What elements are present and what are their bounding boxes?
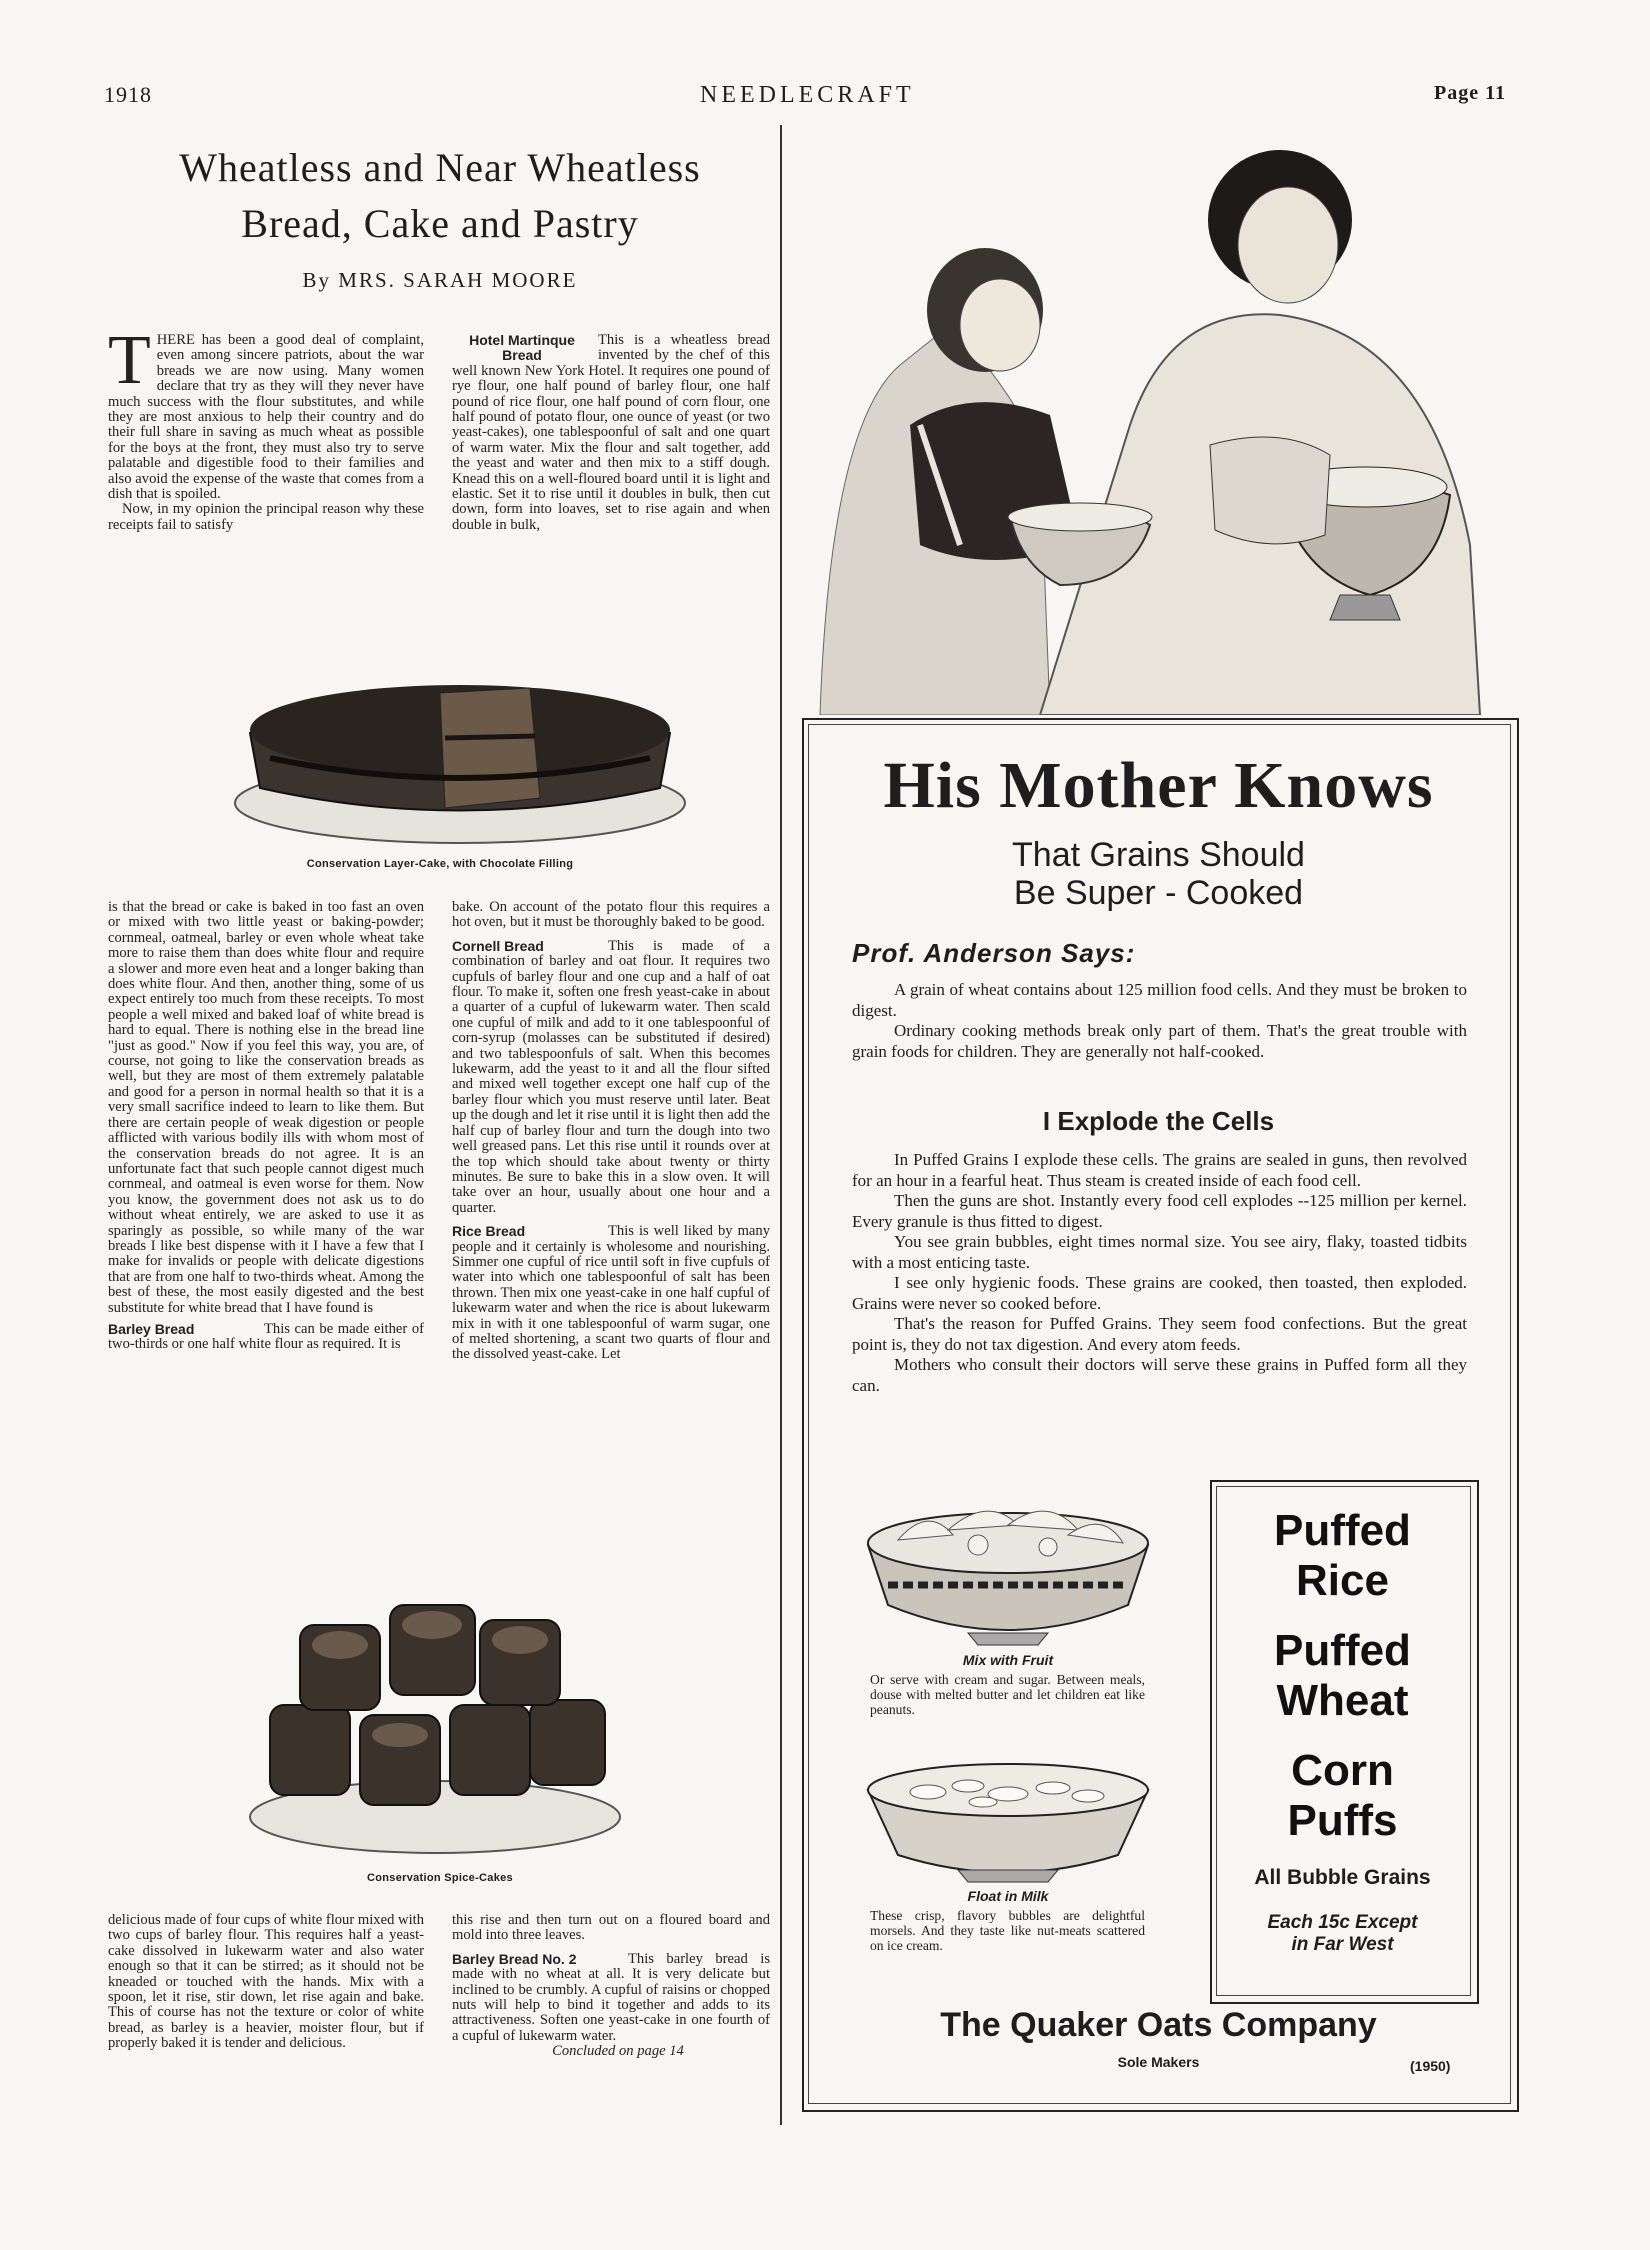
layer-cake-illustration bbox=[230, 638, 690, 848]
price-note-line-2: in Far West bbox=[1291, 1934, 1394, 1955]
ad-section-heading: I Explode the Cells bbox=[1042, 1106, 1275, 1136]
sole-makers-label: Sole Makers bbox=[1117, 2054, 1200, 2070]
ad-paragraph-5: You see grain bubbles, eight times normal size. You see airy, flaky, toasted tidbits with a most enticing taste. bbox=[852, 1232, 1467, 1272]
fruit-caption: Mix with Fruit bbox=[962, 1652, 1054, 1668]
ad-intro-text bbox=[852, 980, 1467, 1062]
rice-bread-heading: Rice Bread bbox=[452, 1223, 526, 1240]
middle-left-column bbox=[108, 900, 424, 1353]
ad-paragraph-1: A grain of wheat contains about 125 million food cells. And they must be broken to digest. bbox=[852, 980, 1467, 1020]
barley-bread-2-heading: Barley Bread No. 2 bbox=[452, 1950, 577, 1967]
hotel-bread-heading: Hotel Martinque Bread bbox=[469, 332, 575, 363]
spice-cakes-illustration bbox=[240, 1585, 630, 1860]
barley-bread-2-text: This barley bread is made with no wheat at all. It is very delicate but inclined to be crumbly. A cupful of raisins or chopped nuts will help to bind it together and adds to its attractiveness. Soften one yeast-cake in one fourth of a cupful of lukewarm water. bbox=[452, 1950, 770, 2044]
price-note bbox=[1210, 1912, 1475, 1956]
product-corn-puffs-line-1: Corn bbox=[1291, 1746, 1394, 1795]
product-puffed-rice-line-2: Rice bbox=[1296, 1556, 1389, 1605]
company-logo-text: The Quaker Oats Company bbox=[940, 2006, 1377, 2044]
article-title-line-1: Wheatless and Near Wheatless bbox=[179, 145, 701, 190]
ad-paragraph-4: Then the guns are shot. Instantly every food cell explodes --125 million per kernel. Every granule is thus fitted to digest. bbox=[852, 1191, 1467, 1231]
bottom-right-column bbox=[452, 1913, 770, 2060]
rice-bread-continued-text: this rise and then turn out on a floured board and mold into three leaves. bbox=[452, 1912, 770, 1944]
intro-paragraph-2: Now, in my opinion the principal reason why these receipts fail to satisfy bbox=[108, 501, 424, 533]
article-title-line-2: Bread, Cake and Pastry bbox=[241, 201, 639, 246]
product-puffed-rice-line-1: Puffed bbox=[1274, 1506, 1411, 1555]
ad-paragraph-7: That's the reason for Puffed Grains. They seem food confections. But the great point is, they do not tax digestion. And every atom feeds. bbox=[852, 1314, 1467, 1354]
mother-child-illustration bbox=[810, 125, 1490, 715]
cornell-bread-heading: Cornell Bread bbox=[452, 937, 544, 954]
price-note-line-1: Each 15c Except bbox=[1267, 1912, 1418, 1933]
middle-right-column bbox=[452, 900, 770, 1363]
article-title bbox=[105, 140, 775, 252]
product-puffed-rice bbox=[1210, 1506, 1475, 1606]
ad-paragraph-6: I see only hygienic foods. These grains are cooked, then toasted, then exploded. Grains were never so cooked before. bbox=[852, 1273, 1467, 1313]
potato-flour-text: bake. On account of the potato flour this requires a hot oven, but it must be thoroughly baked to be good. bbox=[452, 899, 770, 931]
ad-paragraph-8: Mothers who consult their doctors will serve these grains in Puffed form all they can. bbox=[852, 1355, 1467, 1395]
ad-number: (1950) bbox=[1410, 2058, 1451, 2074]
product-puffed-wheat-line-1: Puffed bbox=[1274, 1626, 1411, 1675]
article-byline: By MRS. SARAH MOORE bbox=[302, 268, 578, 292]
product-corn-puffs-line-2: Puffs bbox=[1287, 1796, 1398, 1845]
ad-paragraph-2: Ordinary cooking methods break only part of them. That's the great trouble with grain foods for children. They are generally not half-cooked. bbox=[852, 1021, 1467, 1061]
intro-paragraph-1: HERE has been a good deal of complaint, even among sincere patriots, about the war breads we are now using. Many women declare that try as they will they never have much success with the flour substitutes, and while they are most anxious to help their country and do their full share in saving as much wheat as possible for the boys at the front, they must also try to serve palatable and digestible food to their families and also avoid the expense of the waste that comes from a dish that is spoiled. bbox=[108, 332, 424, 503]
product-corn-puffs bbox=[1210, 1746, 1475, 1846]
barley-bread-text: This can be made either of two-thirds or one half white flour as required. It is bbox=[108, 1320, 424, 1353]
layer-cake-caption: Conservation Layer-Cake, with Chocolate Filling bbox=[306, 858, 574, 870]
header-magazine-title: NEEDLECRAFT bbox=[700, 82, 915, 108]
column-divider bbox=[780, 125, 782, 2125]
ad-paragraph-3: In Puffed Grains I explode these cells. The grains are sealed in guns, then revolved for an hour in a fearful heat. Thus steam is created inside of each food cell. bbox=[852, 1150, 1467, 1190]
product-puffed-wheat-line-2: Wheat bbox=[1276, 1676, 1409, 1725]
cornell-bread-text: This is made of a combination of barley and oat flour. It requires two cupfuls of barley flour and one cup and a half of oat flour. To make it, soften one fresh yeast-cake in about a quarter of a cupful of lukewarm water. Then scald one cupful of milk and add to it one tablespoonful of corn-syrup (molasses can be substituted if desired) and two tablespoonfuls of salt. When this becomes lukewarm, add the yeast to it and all the flour sifted and mixed well together except one half cup of the barley flour which you must reserve until later. Beat up the dough and let it rise until it is light then add the half cup of barley flour and turn the dough into two well greased pans. Let this rise until it rounds over at the top which should take about twenty or thirty minutes. Be sure to bake this in a slow oven. It will take over an hour, usually about one hour and a quarter. bbox=[452, 937, 770, 1216]
milk-bowl-illustration bbox=[858, 1750, 1158, 1890]
ad-prof-heading: Prof. Anderson Says: bbox=[852, 938, 1136, 968]
drop-cap: T bbox=[108, 322, 151, 399]
ad-headline: His Mother Knows bbox=[883, 749, 1434, 822]
barley-bread-continued-text: delicious made of four cups of white flour mixed with two cups of barley flour. This requires half a yeast-cake dissolved in lukewarm water and also water enough so that it can be stirred; as it should not be kneaded or touched with the hands. Mix with a spoon, let it rise, stir down, let rise again and bake. This of course has not the texture or color of white bread, as barley is a heavier, moister flour, but if properly baked it is tender and delicious. bbox=[108, 1912, 424, 2052]
hotel-bread-column bbox=[452, 333, 770, 533]
spice-cakes-caption: Conservation Spice-Cakes bbox=[367, 1872, 513, 1884]
rice-bread-text: This is well liked by many people and it certainly is wholesome and nourishing. Simmer one cupful of rice until soft in five cupfuls of water into which one tablespoonful of salt has been thrown. Then mix one yeast-cake in one half cupful of lukewarm water and when the rice is about lukewarm mix in with it one tablespoonful of warm sugar, one of melted shortening, a scant two quarts of flour and the dissolved yeast-cake. Let bbox=[452, 1223, 770, 1363]
ad-subheadline-line-2: Be Super - Cooked bbox=[1013, 874, 1304, 912]
conservation-breads-text: is that the bread or cake is baked in too fast an oven or mixed with two little yeast or baking-powder; cornmeal, oatmeal, barley or even whole wheat take more to raise them than does white flour and require a slower and more even heat and a longer baking than does white flour. And then, another thing, some of us expect entirely too much from these receipts. To most people a well mixed and baked loaf of white bread is hard to equal. There is nothing else in the bread line "just as good." Now if you feel this way, you are, of course, not going to like the conservation breads as well, but they are most of them extremely palatable and good for a person in normal health so that it is a very small sacrifice indeed to learn to like them. But there are certain people of weak digestion or people afflicted with various bodily ills with whom most of the conservation breads do not agree. It is an unfortunate fact that such people cannot digest much cornmeal, and oatmeal is even worse for them. Now you know, the government does not ask us to do without wheat entirely, we are asked to use it as sparingly as possible, so while many of the war breads I like best dispense with it I have a few that I make for invalids or people with delicate digestions that are from one half to two-thirds wheat. Among the best of these, the most easily digested and the best substitute for white bread that I have found is bbox=[108, 899, 424, 1316]
hotel-bread-text: This is a wheatless bread invented by the chef of this well known New York Hotel. It requires one pound of rye flour, one half pound of barley flour, one half pound of rice flour, one half pound of corn flour, one half pound of potato flour, one ounce of yeast (or two yeast-cakes), one tablespoonful of salt and one quart of warm water. Mix the flour and salt together, add the yeast and water and then mix to a stiff dough. Knead this on a well-floured board until it is light and elastic. Set it to rise until it doubles in bulk, then cut down, form into loaves, set to rise again and when double in bulk, bbox=[452, 332, 770, 533]
ad-subheadline-line-1: That Grains Should bbox=[1012, 836, 1305, 874]
milk-caption: Float in Milk bbox=[967, 1888, 1049, 1904]
intro-column bbox=[108, 322, 424, 533]
ad-subheadline bbox=[808, 836, 1509, 912]
barley-bread-heading: Barley Bread bbox=[108, 1320, 195, 1337]
ad-body-text bbox=[852, 1150, 1467, 1396]
bubble-grains-label: All Bubble Grains bbox=[1254, 1866, 1431, 1889]
milk-text: These crisp, flavory bubbles are delightful morsels. And they taste like nut-meats scattered on ice cream. bbox=[870, 1908, 1145, 1953]
product-puffed-wheat bbox=[1210, 1626, 1475, 1726]
bottom-left-column bbox=[108, 1913, 424, 2052]
concluded-note: Concluded on page 14 bbox=[552, 2043, 684, 2060]
header-page-number: Page 11 bbox=[1434, 82, 1506, 104]
fruit-bowl-illustration bbox=[858, 1485, 1158, 1650]
header-year: 1918 bbox=[104, 82, 152, 107]
fruit-text: Or serve with cream and sugar. Between meals, douse with melted butter and let children eat like peanuts. bbox=[870, 1672, 1145, 1717]
